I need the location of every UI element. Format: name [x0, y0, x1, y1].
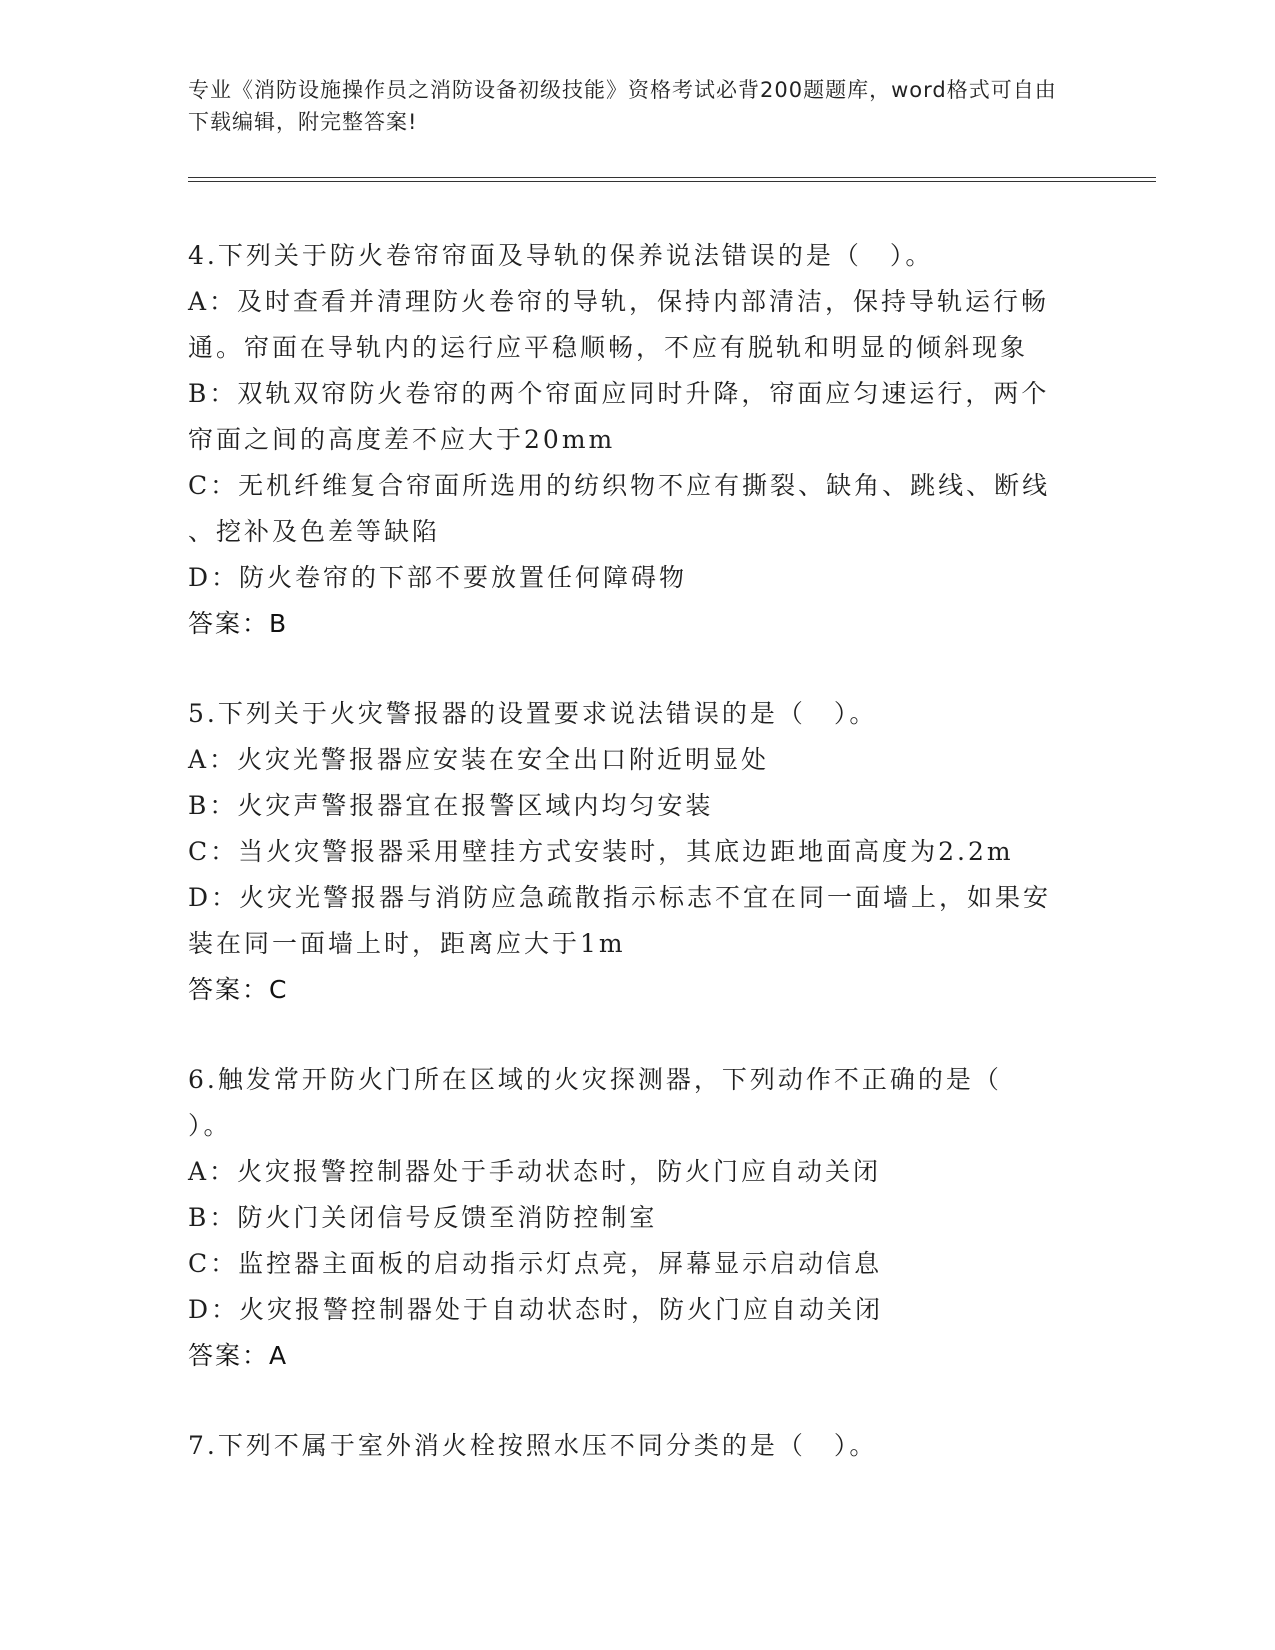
- header-divider-bottom: [188, 181, 1156, 182]
- document-header: 专业《消防设施操作员之消防设备初级技能》资格考试必背200题题库，word格式可自由下载编辑，附完整答案!: [188, 78, 1057, 134]
- option-b: B：火灾声警报器宜在报警区域内均匀安装: [188, 791, 714, 820]
- answer: 答案：A: [188, 1341, 289, 1370]
- question-list: [188, 233, 1088, 1513]
- question-7: [188, 1423, 1088, 1469]
- option-d: D：防火卷帘的下部不要放置任何障碍物: [188, 563, 688, 592]
- option-a: A：及时查看并清理防火卷帘的导轨，保持内部清洁，保持导轨运行畅: [188, 287, 1050, 316]
- option-d: D：火灾报警控制器处于自动状态时，防火门应自动关闭: [188, 1295, 884, 1324]
- question-stem-continued: ）。: [188, 1111, 232, 1140]
- option-a: A：火灾光警报器应安装在安全出口附近明显处: [188, 745, 770, 774]
- option-d-continued: 装在同一面墙上时，距离应大于1m: [188, 929, 626, 958]
- header-divider-top: [188, 177, 1156, 178]
- question-4: [188, 233, 1088, 647]
- question-stem: 7.下列不属于室外消火栓按照水压不同分类的是（ ）。: [188, 1431, 878, 1460]
- answer: 答案：C: [188, 975, 289, 1004]
- question-6: [188, 1057, 1088, 1379]
- option-c: C：无机纤维复合帘面所选用的纺织物不应有撕裂、缺角、跳线、断线: [188, 471, 1051, 500]
- option-b: B：防火门关闭信号反馈至消防控制室: [188, 1203, 658, 1232]
- answer: 答案：B: [188, 609, 289, 638]
- option-c-continued: 、挖补及色差等缺陷: [188, 517, 441, 546]
- question-stem: 4.下列关于防火卷帘帘面及导轨的保养说法错误的是（ ）。: [188, 241, 934, 270]
- option-c: C：监控器主面板的启动指示灯点亮，屏幕显示启动信息: [188, 1249, 883, 1278]
- question-stem: 5.下列关于火灾警报器的设置要求说法错误的是（ ）。: [188, 699, 878, 728]
- option-d: D：火灾光警报器与消防应急疏散指示标志不宜在同一面墙上，如果安: [188, 883, 1052, 912]
- option-b-continued: 帘面之间的高度差不应大于20mm: [188, 425, 616, 454]
- option-a: A：火灾报警控制器处于手动状态时，防火门应自动关闭: [188, 1157, 882, 1186]
- option-a-continued: 通。帘面在导轨内的运行应平稳顺畅，不应有脱轨和明显的倾斜现象: [188, 333, 1029, 362]
- option-b: B：双轨双帘防火卷帘的两个帘面应同时升降，帘面应匀速运行，两个: [188, 379, 1050, 408]
- question-5: [188, 691, 1088, 1013]
- question-stem: 6.触发常开防火门所在区域的火灾探测器，下列动作不正确的是（: [188, 1065, 1002, 1094]
- option-c: C：当火灾警报器采用壁挂方式安装时，其底边距地面高度为2.2m: [188, 837, 1014, 866]
